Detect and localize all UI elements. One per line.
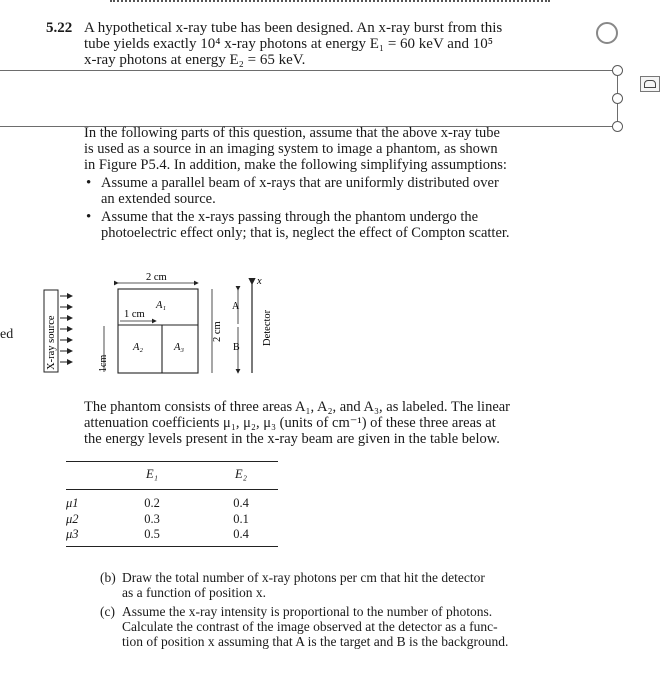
crop-frame-top[interactable] [0, 70, 615, 71]
cursor-icon [596, 22, 618, 44]
phantom-figure [38, 262, 288, 374]
para-line: The phantom consists of three areas A₁, A₂, and A₃, as labeled. The linear [84, 399, 511, 415]
detector-label: Detector [262, 309, 273, 346]
bullet-line: Assume a parallel beam of x-rays that are uniformly distributed over [101, 175, 499, 191]
bullet-item [101, 175, 596, 207]
intro-line: In the following parts of this question, assume that the above x-ray tube [84, 125, 500, 141]
side-fragment-text: ed [0, 327, 14, 342]
table-cell: 0.5 [144, 527, 160, 541]
table-cell: 0.3 [144, 512, 160, 526]
bullet-marker: • [86, 175, 92, 191]
label-b: B [233, 342, 240, 353]
table-cell: 0.2 [144, 496, 160, 510]
bullet-item [101, 209, 596, 241]
resize-handle[interactable] [612, 121, 623, 132]
dim-left-label: 1cm [98, 354, 109, 372]
bullet-marker: • [86, 209, 92, 225]
table-bottom-rule [66, 546, 278, 547]
question-line: Assume the x-ray intensity is proportional to the number of photons. [122, 604, 493, 619]
question-line: as a function of position x. [122, 585, 266, 600]
region-a1-label: A₁ [156, 300, 167, 311]
problem-line: x-ray photons at energy E₂ = 65 keV. [84, 52, 306, 68]
question-line: Calculate the contrast of the image observed at the detector as a func- [122, 619, 498, 634]
dim-inner-label: 1 cm [124, 309, 145, 320]
intro-paragraph [84, 125, 596, 173]
question-b [122, 570, 542, 600]
source-label: X-ray source [46, 315, 57, 370]
question-b-label: (b) [100, 570, 116, 585]
problem-line: tube yields exactly 10⁴ x-ray photons at energy E₁ = 60 keV and 10⁵ [84, 36, 493, 52]
table-row-label: μ2 [66, 512, 79, 526]
table-top-rule [66, 461, 278, 462]
axis-x-label: x [257, 276, 262, 287]
intro-line: is used as a source in an imaging system to image a phantom, as shown [84, 141, 498, 157]
image-options-icon[interactable] [640, 76, 660, 92]
problem-line: A hypothetical x-ray tube has been designed. An x-ray burst from this [84, 20, 503, 36]
phantom-paragraph [84, 399, 596, 447]
region-a3-label: A₃ [174, 342, 185, 353]
problem-statement [84, 20, 596, 68]
label-a: A [232, 301, 240, 312]
table-cell: 0.4 [233, 527, 249, 541]
resize-handle[interactable] [612, 65, 623, 76]
question-c [122, 604, 542, 649]
bullet-line: Assume that the x-rays passing through the phantom undergo the [101, 209, 479, 225]
table-mid-rule [66, 489, 278, 490]
bullet-line: an extended source. [101, 191, 216, 207]
table-header-e2: E₂ [235, 467, 247, 481]
region-a2-label: A₂ [133, 342, 144, 353]
table-cell: 0.1 [233, 512, 249, 526]
dim-top-label: 2 cm [146, 272, 167, 283]
problem-number: 5.22 [46, 20, 73, 36]
dim-right-label: 2 cm [212, 321, 223, 342]
resize-handle[interactable] [612, 93, 623, 104]
table-row-label: μ1 [66, 496, 79, 510]
question-c-label: (c) [100, 604, 115, 619]
clipped-previous-line [110, 0, 550, 6]
bullet-line: photoelectric effect only; that is, neglect the effect of Compton scatter. [101, 225, 510, 241]
table-row-label: μ3 [66, 527, 79, 541]
intro-line: in Figure P5.4. In addition, make the following simplifying assumptions: [84, 157, 507, 173]
beam-arrows [60, 296, 72, 362]
question-line: Draw the total number of x-ray photons per cm that hit the detector [122, 570, 485, 585]
question-line: tion of position x assuming that A is the target and B is the background. [122, 634, 509, 649]
para-line: the energy levels present in the x-ray beam are given in the table below. [84, 431, 500, 447]
para-line: attenuation coefficients μ₁, μ₂, μ₃ (units of cm⁻¹) of these three areas at [84, 415, 496, 431]
table-header-e1: E₁ [146, 467, 158, 481]
table-cell: 0.4 [233, 496, 249, 510]
